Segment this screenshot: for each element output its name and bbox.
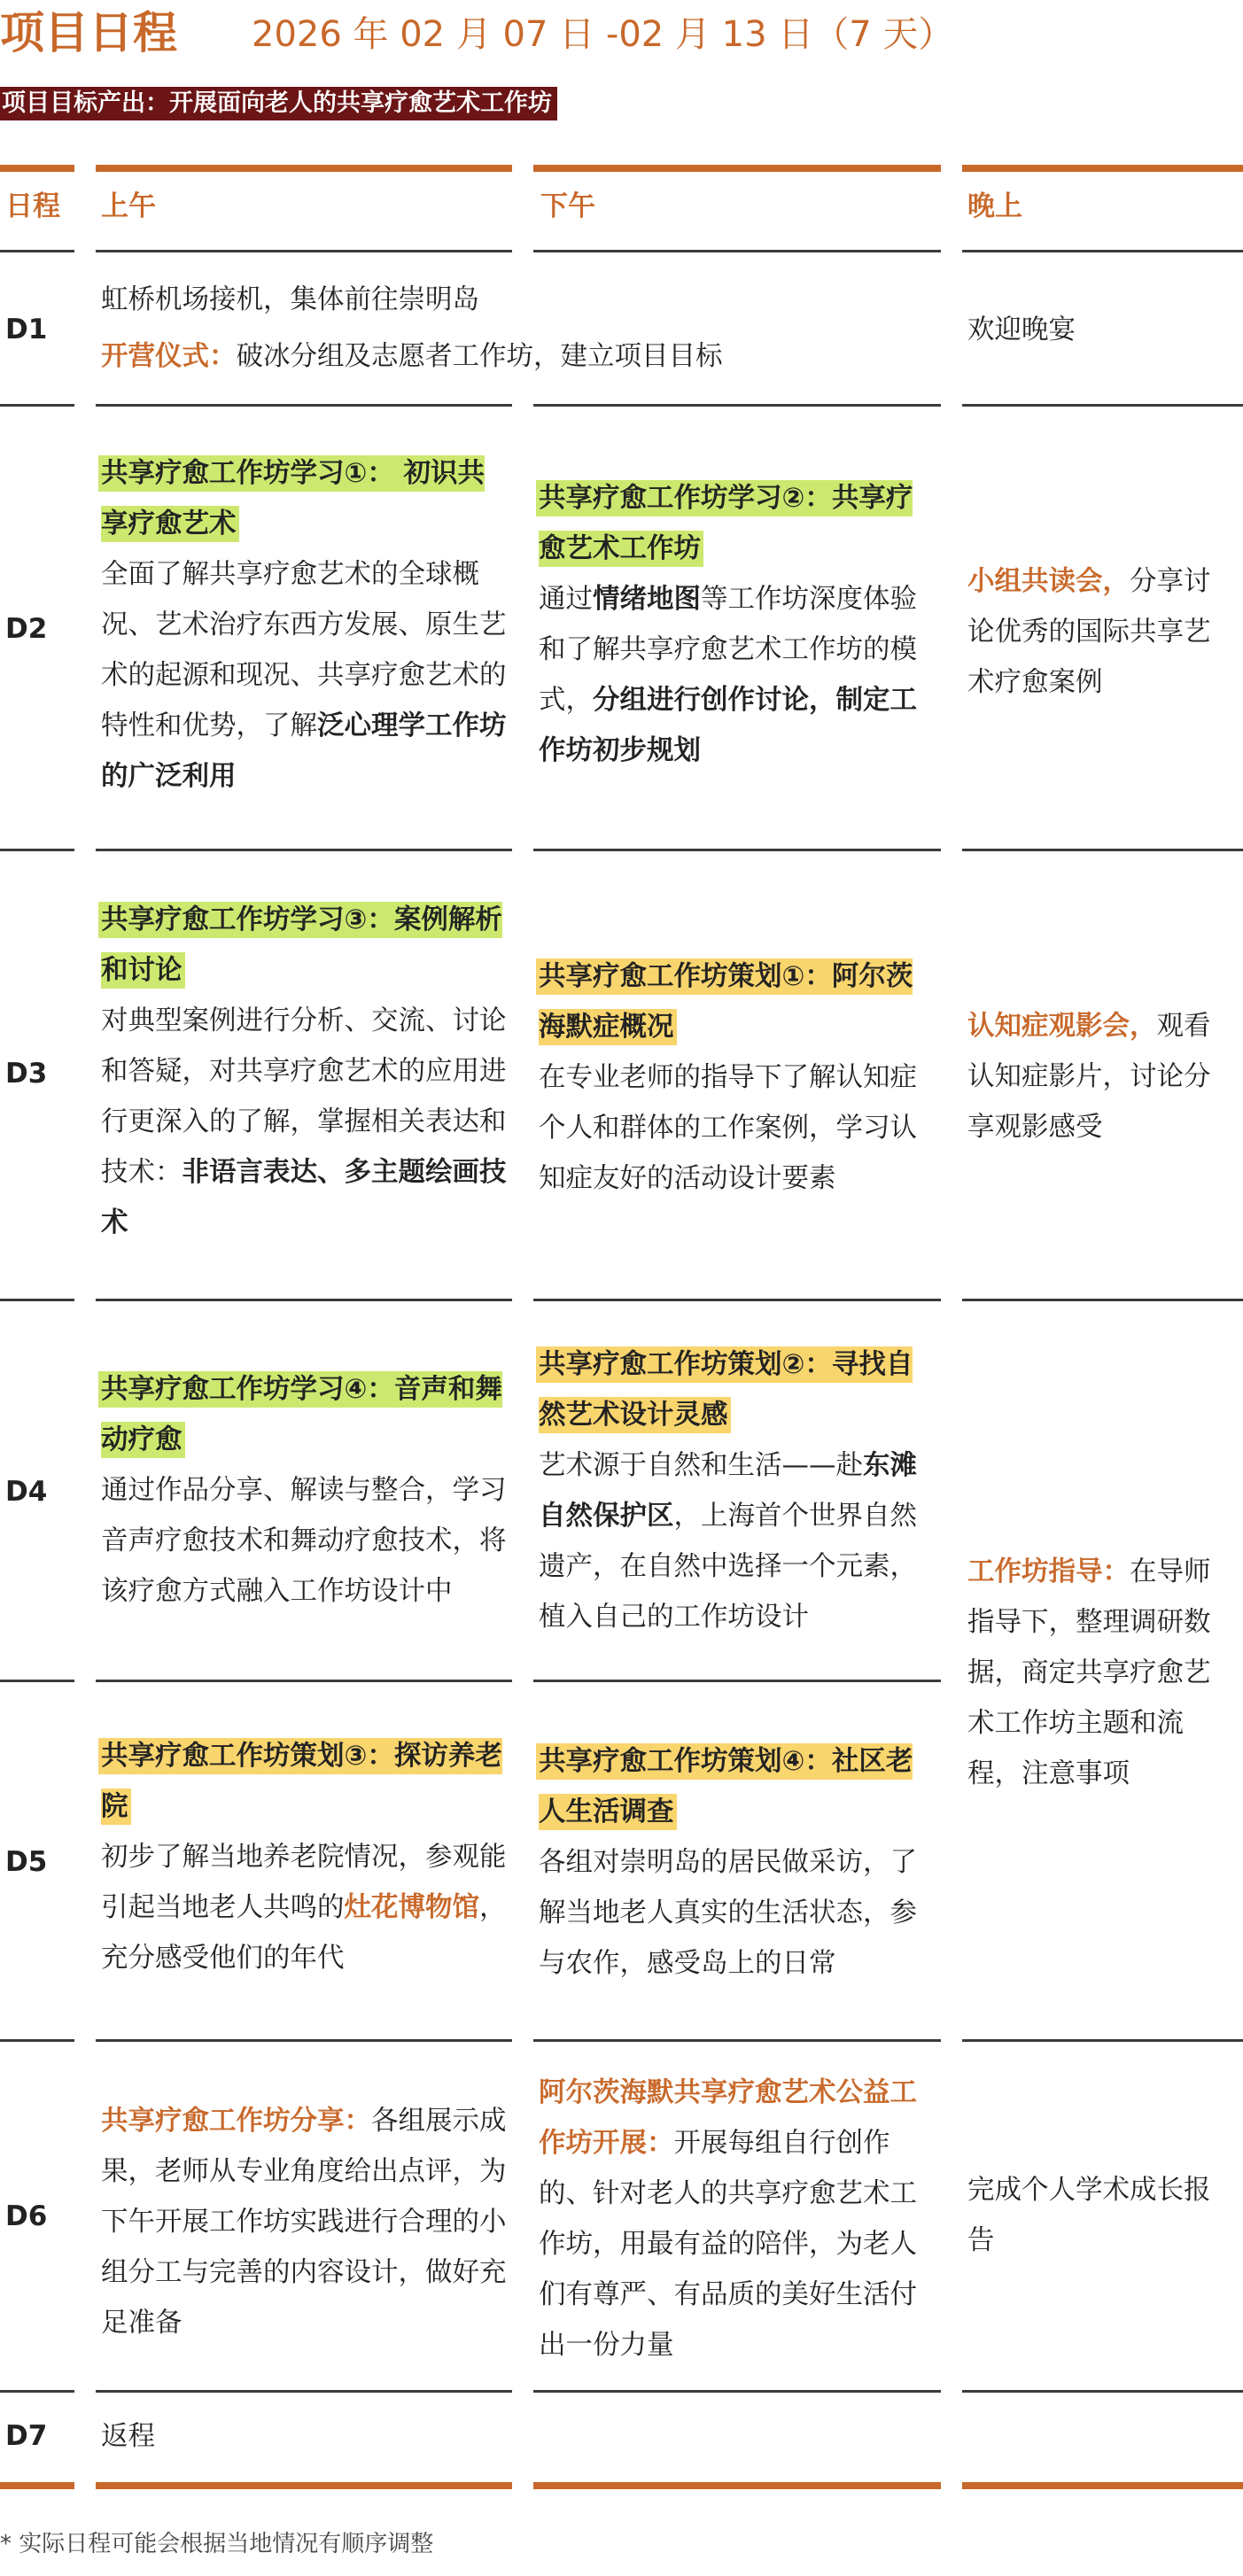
d3-afternoon-text: 在专业老师的指导下了解认知症个人和群体的工作案例，学习认知症友好的活动设计要素 (539, 1062, 917, 1194)
d5-morning-orange: 灶花博物馆 (344, 1892, 479, 1923)
d4-afternoon-title: 共享疗愈工作坊策划②：寻找自然艺术设计灵感 (539, 1349, 913, 1431)
day-label-d3: D3 (5, 1058, 48, 1090)
d3-morning-title: 共享疗愈工作坊学习③：案例解析和讨论 (101, 904, 502, 986)
d1-morning-afternoon (101, 272, 943, 385)
d6-afternoon (539, 2068, 939, 2370)
d3-afternoon (539, 951, 939, 1204)
day-label-d6: D6 (5, 2200, 48, 2232)
d5-afternoon-text: 各组对崇明岛的居民做采访，了解当地老人真实的生活状态，参与农作，感受岛上的日常 (539, 1847, 917, 1979)
d2-evening-label: 小组共读会， (967, 566, 1130, 597)
d2-morning-title: 共享疗愈工作坊学习①： 初识共享疗愈艺术 (101, 458, 485, 539)
top-accent-line (0, 165, 74, 172)
top-accent-line (962, 165, 1243, 172)
bottom-accent-line (0, 2482, 74, 2489)
bottom-accent-line (962, 2482, 1243, 2489)
bottom-accent-line (533, 2482, 941, 2489)
d4-d5-evening-text: 在导师指导下，整理调研数据，商定共享疗愈艺术工作坊主题和流程，注意事项 (967, 1556, 1211, 1789)
d2-evening-text: 分享讨论优秀的国际共享艺术疗愈案例 (967, 566, 1211, 698)
d4-afternoon-text2: ，上海首个世界自然遗产，在自然中选择一个元素，植入自己的工作坊设计 (539, 1501, 917, 1633)
d6-evening: 完成个人学术成长报告 (967, 2175, 1211, 2256)
top-accent-line (533, 165, 941, 172)
d2-afternoon-text2: 等工作坊深度体验和了解共享疗愈艺术工作坊的模式， (539, 584, 917, 716)
bottom-accent-line (96, 2482, 512, 2489)
d2-morning-bold: 泛心理学工作坊的广泛利用 (101, 710, 507, 792)
d6-morning-label: 共享疗愈工作坊分享： (101, 2106, 371, 2137)
d5-afternoon-title: 共享疗愈工作坊策划④：社区老人生活调查 (539, 1746, 913, 1827)
d2-morning (101, 448, 509, 802)
d5-morning-text2: ，充分感受他们的年代 (101, 1892, 507, 1974)
d1-opening-text: 破冰分组及志愿者工作坊，建立项目目标 (236, 341, 723, 372)
d1-opening-label: 开营仪式： (101, 341, 237, 372)
d2-evening (967, 556, 1237, 708)
d6-morning-text: 各组展示成果，老师从专业角度给出点评，为下午开展工作坊实践进行合理的小组分工与完善的内容设计，做好充足准备 (101, 2106, 507, 2339)
day-label-d5: D5 (5, 1846, 48, 1878)
d5-morning-text1: 初步了解当地养老院情况，参观能引起当地老人共鸣的 (101, 1842, 507, 1923)
d4-afternoon-bold: 东滩自然保护区 (539, 1450, 917, 1532)
d4-afternoon (539, 1339, 939, 1642)
d3-afternoon-title: 共享疗愈工作坊策划①：阿尔茨海默症概况 (539, 961, 913, 1043)
col-header-morning: 上午 (101, 190, 156, 222)
d2-morning-text: 全面了解共享疗愈艺术的全球概况、艺术治疗东西方发展、原生艺术的起源和现况、共享疗愈艺术的特性和优势，了解 (101, 559, 507, 741)
d3-morning (101, 895, 509, 1248)
d4-morning-text: 通过作品分享、解读与整合，学习音声疗愈技术和舞动疗愈技术，将该疗愈方式融入工作坊设计中 (101, 1475, 507, 1607)
d4-morning (101, 1364, 509, 1617)
d4-morning-title: 共享疗愈工作坊学习④：音声和舞动疗愈 (101, 1374, 502, 1455)
d5-afternoon (539, 1736, 939, 1989)
col-header-afternoon: 下午 (540, 190, 595, 222)
d1-line2 (101, 329, 943, 385)
page-title: 项目日程 (0, 7, 177, 58)
d2-afternoon-bold1: 情绪地图 (593, 584, 701, 615)
d1-line1: 虹桥机场接机，集体前往崇明岛 (101, 284, 479, 315)
d5-morning (101, 1731, 509, 1983)
footnote: * 实际日程可能会根据当地情况有顺序调整 (0, 2531, 434, 2557)
d2-afternoon (539, 473, 939, 776)
d6-morning (101, 2096, 509, 2348)
col-header-evening: 晚上 (967, 190, 1022, 222)
d4-d5-evening-label: 工作坊指导： (967, 1556, 1130, 1587)
top-accent-line (96, 165, 512, 172)
day-label-d7: D7 (5, 2420, 48, 2452)
d2-afternoon-title: 共享疗愈工作坊学习②：共享疗愈艺术工作坊 (539, 483, 913, 564)
d2-afternoon-text1: 通过 (539, 584, 593, 615)
d1-evening: 欢迎晚宴 (967, 314, 1076, 345)
d6-afternoon-label: 阿尔茨海默共享疗愈艺术公益工作坊开展： (539, 2077, 917, 2159)
d6-afternoon-text: 开展每组自行创作的、针对老人的共享疗愈艺术工作坊，用最有益的陪伴，为老人们有尊严、有品质的美好生活付出一份力量 (539, 2128, 917, 2361)
d3-evening-label: 认知症观影会， (967, 1011, 1157, 1042)
d4-d5-evening (967, 1547, 1237, 1799)
d3-morning-bold: 非语言表达、多主题绘画技术 (101, 1157, 507, 1238)
project-goal-banner: 项目目标产出：开展面向老人的共享疗愈艺术工作坊 (0, 87, 557, 120)
d7-text: 返程 (101, 2421, 155, 2452)
col-header-day: 日程 (5, 190, 60, 222)
d2-afternoon-bold2: 分组进行创作讨论，制定工作坊初步规划 (539, 685, 917, 766)
d3-evening-text: 观看认知症影片，讨论分享观影感受 (967, 1011, 1211, 1143)
day-label-d2: D2 (5, 613, 48, 645)
date-range: 2026 年 02 月 07 日 -02 月 13 日（7 天） (252, 14, 954, 55)
d4-afternoon-text1: 艺术源于自然和生活——赴 (539, 1450, 863, 1481)
d5-morning-title: 共享疗愈工作坊策划③：探访养老院 (101, 1741, 502, 1822)
day-label-d4: D4 (5, 1476, 48, 1508)
d3-evening (967, 1001, 1237, 1152)
d3-morning-text: 对典型案例进行分析、交流、讨论和答疑，对共享疗愈艺术的应用进行更深入的了解，掌握相关表达和技术： (101, 1005, 507, 1188)
day-label-d1: D1 (5, 314, 48, 345)
